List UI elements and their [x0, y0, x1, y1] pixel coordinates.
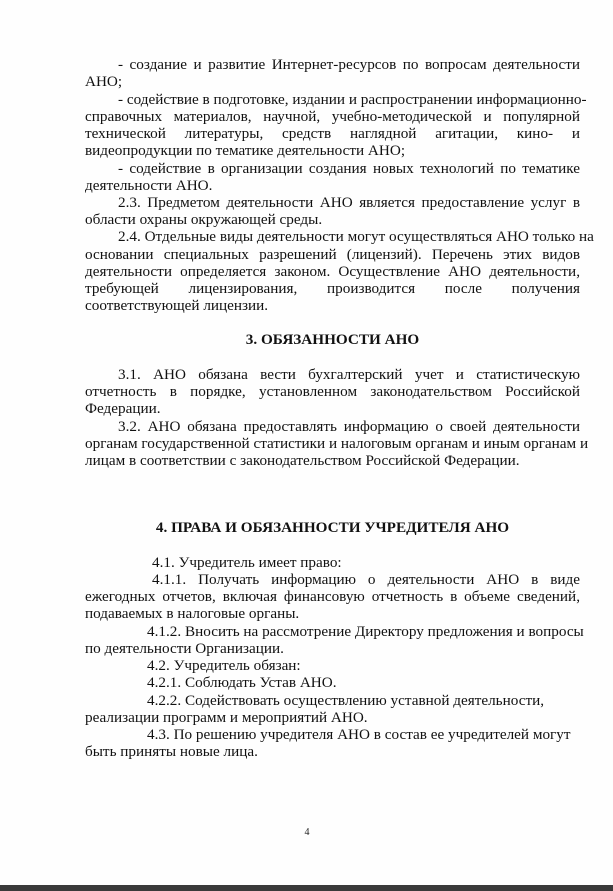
bullet-publishing-line1: - содействие в подготовке, издании и распространении информационно-: [118, 91, 587, 108]
clause-2-4-line1: 2.4. Отдельные виды деятельности могут осуществляться АНО только на: [118, 228, 594, 245]
clause-2-4-line4: требующей лицензирования, производится после получения: [85, 280, 580, 297]
clause-2-3-line2: области охраны окружающей среды.: [85, 211, 323, 228]
page-number: 4: [304, 827, 310, 838]
bullet-technologies-line1: - содействие в организации создания новых технологий по тематике: [118, 160, 580, 177]
bullet-internet-resources-line1: - создание и развитие Интернет-ресурсов по вопросам деятельности: [118, 56, 580, 73]
clause-4-1: 4.1. Учредитель имеет право:: [152, 554, 342, 571]
section-4-heading: 4. ПРАВА И ОБЯЗАННОСТИ УЧРЕДИТЕЛЯ АНО: [155, 519, 510, 536]
clause-2-4-line5: соответствующей лицензии.: [85, 297, 269, 314]
clause-3-2-line1: 3.2. АНО обязана предоставлять информацию о своей деятельности: [118, 418, 580, 435]
viewer-bottom-border: [0, 885, 613, 891]
clause-3-2-line3: лицам в соответствии с законодательством Российской Федерации.: [85, 452, 520, 469]
clause-4-1-1-line3: подаваемых в налоговые органы.: [85, 605, 300, 622]
section-3-heading: 3. ОБЯЗАННОСТИ АНО: [245, 331, 420, 348]
clause-4-3-line1: 4.3. По решению учредителя АНО в состав ее учредителей могут: [147, 726, 571, 743]
clause-4-2: 4.2. Учредитель обязан:: [147, 657, 301, 674]
clause-4-1-2-line2: по деятельности Организации.: [85, 640, 284, 657]
clause-4-2-1: 4.2.1. Соблюдать Устав АНО.: [147, 674, 337, 691]
bullet-publishing-line4: видеопродукции по тематике деятельности АНО;: [85, 142, 406, 159]
clause-2-3-line1: 2.3. Предметом деятельности АНО является предоставление услуг в: [118, 194, 580, 211]
bullet-technologies-line2: деятельности АНО.: [85, 177, 213, 194]
clause-4-2-2-line1: 4.2.2. Содействовать осуществлению уставной деятельности,: [147, 692, 545, 709]
clause-4-2-2-line2: реализации программ и мероприятий АНО.: [85, 709, 368, 726]
clause-4-1-2-line1: 4.1.2. Вносить на рассмотрение Директору предложения и вопросы: [147, 623, 584, 640]
clause-4-1-1-line1: 4.1.1. Получать информацию о деятельности АНО в виде: [152, 571, 580, 588]
bullet-publishing-line3: технической литературы, средств наглядной агитации, кино- и: [85, 125, 580, 142]
clause-3-1-line2: отчетность в порядке, установленном законодательством Российской: [85, 383, 580, 400]
bullet-publishing-line2: справочных материалов, научной, учебно-методической и популярной: [85, 108, 580, 125]
bullet-internet-resources-line2: АНО;: [85, 73, 123, 90]
clause-2-4-line3: деятельности определяется законом. Осуществление АНО деятельности,: [85, 263, 580, 280]
clause-3-2-line2: органам государственной статистики и налоговым органам и иным органам и: [85, 435, 589, 452]
clause-4-1-1-line2: ежегодных отчетов, включая финансовую отчетность в объеме сведений,: [85, 588, 580, 605]
clause-3-1-line3: Федерации.: [85, 400, 161, 417]
clause-4-3-line2: быть приняты новые лица.: [85, 743, 258, 760]
clause-2-4-line2: основании специальных разрешений (лицензий). Перечень этих видов: [85, 246, 580, 263]
clause-3-1-line1: 3.1. АНО обязана вести бухгалтерский учет и статистическую: [118, 366, 580, 383]
